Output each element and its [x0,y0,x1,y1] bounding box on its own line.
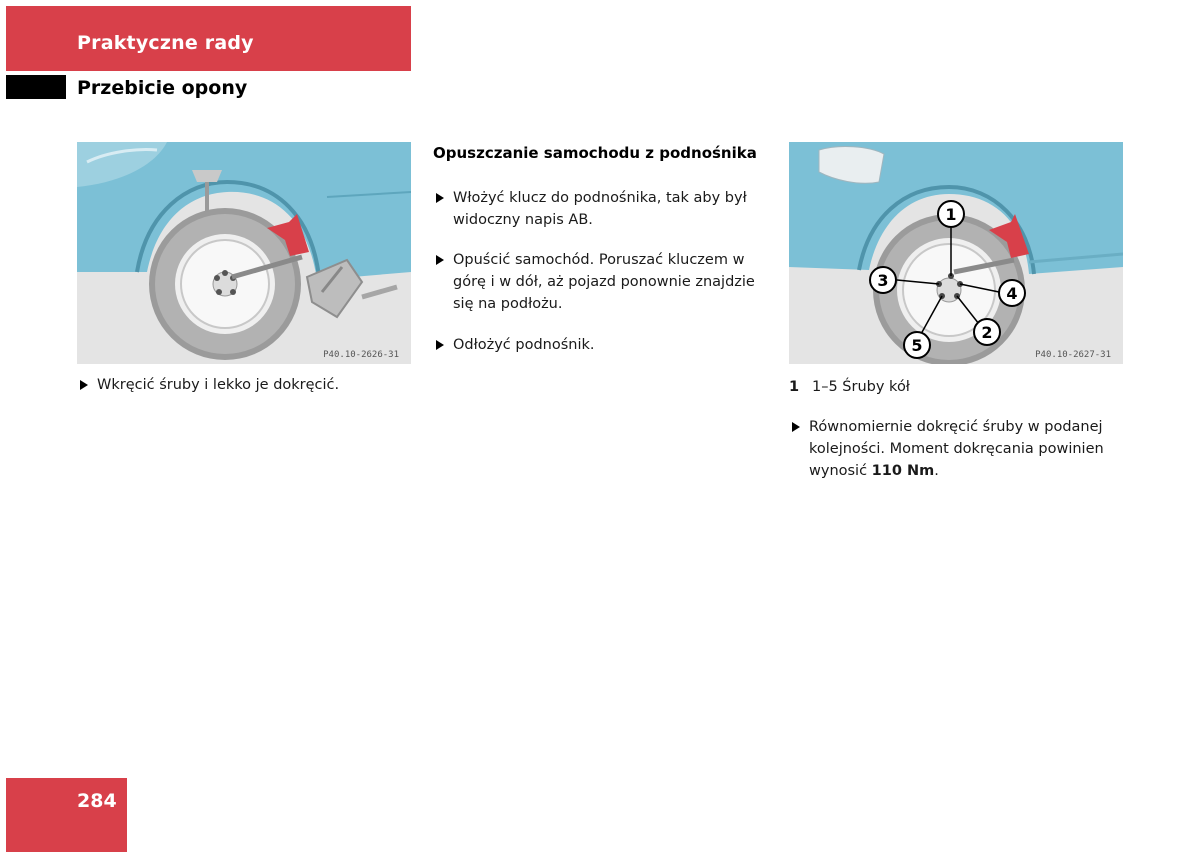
middle-bullet-2 [436,249,776,315]
bullet-triangle-icon [436,340,444,350]
figure-wheel-bolts [789,142,1123,364]
left-bullet-1-text: Wkręcić śruby i lekko je dokręcić. [97,377,340,393]
page-subtitle: Przebicie opony [77,77,248,99]
right-bullet-1-content [809,416,1112,482]
middle-bullet-3 [436,334,776,356]
middle-bullet-1 [436,187,776,231]
svg-text:3: 3 [877,271,889,290]
callout-5 [904,332,930,358]
bullet-triangle-icon [436,255,444,265]
torque-value: 110 Nm [871,463,935,479]
middle-heading: Opuszczanie samochodu z podnośnika [433,144,757,162]
right-bullet-1-end: . [934,463,939,479]
svg-text:1: 1 [945,205,957,224]
right-bullet-1 [792,416,1112,482]
figure-legend [789,376,910,398]
left-bullet-1 [80,374,410,396]
section-title: Praktyczne rady [77,32,254,54]
svg-text:5: 5 [911,336,923,355]
callout-2 [974,319,1000,345]
wheel-jack-illustration [77,142,411,364]
middle-bullet-3-text: Odłożyć podnośnik. [453,337,595,353]
bullet-triangle-icon [80,380,88,390]
svg-text:4: 4 [1006,284,1018,303]
bullet-triangle-icon [436,193,444,203]
legend-number: 1 [789,379,800,395]
legend-text: 1–5 Śruby kół [812,379,910,395]
subtitle-marker [6,75,66,99]
callout-4 [999,280,1025,306]
page-number: 284 [77,790,117,812]
callout-3 [870,267,896,293]
middle-bullet-1-text: Włożyć klucz do podnośnika, tak aby był widoczny napis AB. [453,190,747,228]
middle-bullet-2-text: Opuścić samochód. Poruszać kluczem w górę i w dół, aż pojazd ponownie znajdzie się na podłożu. [453,252,755,312]
callout-1 [938,201,964,227]
svg-text:2: 2 [981,323,993,342]
wheel-bolts-illustration [789,142,1123,364]
figure-code: P40.10-2627-31 [1035,350,1111,360]
right-bullet-1-text: Równomiernie dokręcić śruby w podanej kolejności. Moment dokręcania powinien wynosić [809,419,1104,479]
figure-code: P40.10-2626-31 [323,350,399,360]
figure-wheel-jack [77,142,411,364]
bullet-triangle-icon [792,422,800,432]
